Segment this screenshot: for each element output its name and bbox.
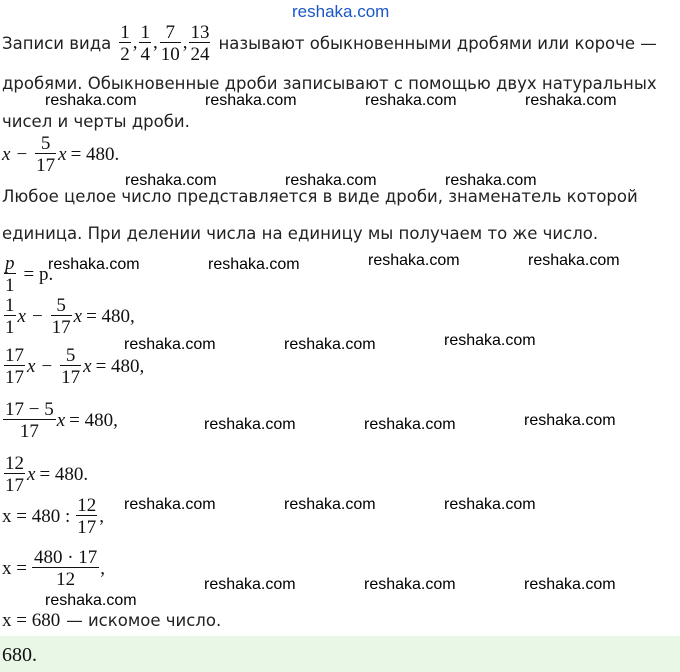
paragraph-2: дробями. Обыкновенные дроби записывают с помощью двух натуральных <box>2 74 657 93</box>
equation-2: $\frac{1}{1}$ x − $\frac{5}{17}$ x = 480, <box>5 295 135 338</box>
watermark: reshaka.com <box>125 172 217 189</box>
watermark: reshaka.com <box>528 252 620 269</box>
watermark: reshaka.com <box>124 496 216 513</box>
paragraph-1: Записи вида $\frac{1}{2}$ , $\frac{1}{4}$ , $\frac{7}{10}$ , $\frac{13}{24}$ называют обыкновенными дробями или короче — <box>2 21 657 65</box>
watermark: reshaka.com <box>284 496 376 513</box>
watermark: reshaka.com <box>444 332 536 349</box>
fraction-13-24: $\frac{13}{24}$ <box>190 21 210 65</box>
watermark: reshaka.com <box>444 496 536 513</box>
equation-3: $\frac{17}{17}$ x − $\frac{5}{17}$ x = 480, <box>5 345 145 388</box>
equation-6: x = 480 : $\frac{12}{17}$ , <box>2 495 104 538</box>
p1-start: Записи вида <box>2 33 112 53</box>
p1-end: называют обыкновенными дробями или короче — <box>218 33 657 53</box>
equation-4: $\frac{17 - 5}{17}$ x = 480, <box>5 399 118 442</box>
equation-7: x = $\frac{480 \cdot 17}{12}$ , <box>2 547 106 590</box>
fraction-1-4: $\frac{1}{4}$ <box>140 21 150 65</box>
equation-8: x = 680 — искомое число. <box>2 610 222 631</box>
watermark: reshaka.com <box>368 252 460 269</box>
watermark: reshaka.com <box>365 92 457 109</box>
watermark: reshaka.com <box>208 256 300 273</box>
watermark: reshaka.com <box>48 256 140 273</box>
watermark: reshaka.com <box>364 576 456 593</box>
watermark: reshaka.com <box>45 592 137 609</box>
watermark: reshaka.com <box>124 336 216 353</box>
paragraph-3: чисел и черты дроби. <box>2 112 190 131</box>
watermark: reshaka.com <box>364 416 456 433</box>
answer-value: 680. <box>2 644 37 666</box>
watermark: reshaka.com <box>284 336 376 353</box>
paragraph-5: единица. При делении числа на единицу мы получаем то же число. <box>2 224 599 243</box>
watermark: reshaka.com <box>524 576 616 593</box>
watermark: reshaka.com <box>285 172 377 189</box>
watermark: reshaka.com <box>205 92 297 109</box>
equation-5: $\frac{12}{17}$ x = 480. <box>5 453 89 496</box>
answer-box <box>0 636 680 672</box>
paragraph-4: Любое целое число представляется в виде дроби, знаменатель которой <box>2 187 638 206</box>
watermark: reshaka.com <box>445 172 537 189</box>
watermark: reshaka.com <box>524 412 616 429</box>
watermark: reshaka.com <box>204 576 296 593</box>
fraction-1-2: $\frac{1}{2}$ <box>120 21 130 65</box>
site-header-link[interactable]: reshaka.com <box>292 2 390 21</box>
equation-1: x − $\frac{5}{17}$ x = 480. <box>2 133 120 176</box>
equation-p: $\frac{p}{1}$ = p. <box>5 253 54 296</box>
fraction-7-10: $\frac{7}{10}$ <box>160 21 180 65</box>
watermark: reshaka.com <box>525 92 617 109</box>
watermark: reshaka.com <box>45 92 137 109</box>
watermark: reshaka.com <box>204 416 296 433</box>
